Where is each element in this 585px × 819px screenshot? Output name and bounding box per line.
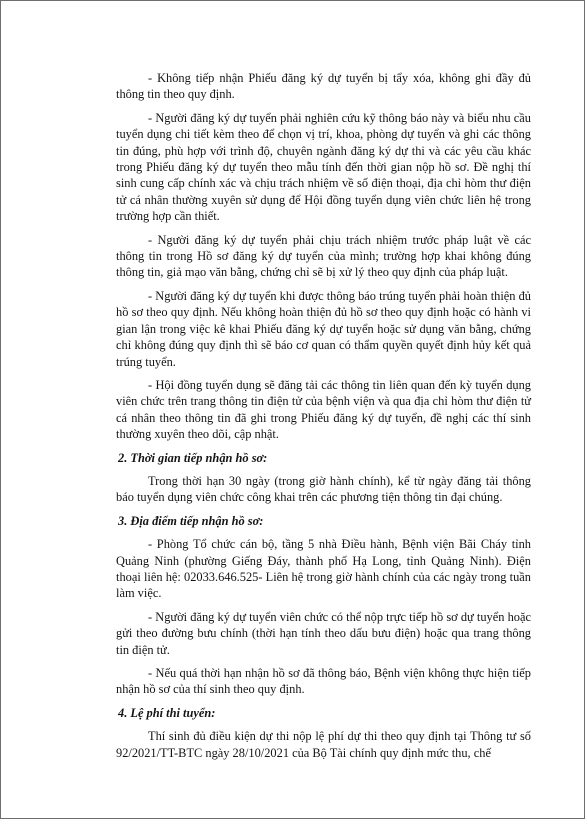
paragraph-legal-responsibility: - Người đăng ký dự tuyển phải chịu trách nhiệm trước pháp luật về các thông tin trong Hồ sơ đăng ký dự tuyển của mình; trường hợp khai không đúng thông tin, giả mạo văn bằng, chứng chỉ sẽ bị xử lý theo quy định của pháp luật. bbox=[116, 232, 531, 280]
paragraph-late-submission: - Nếu quá thời hạn nhận hồ sơ đã thông báo, Bệnh viện không thực hiện tiếp nhận hồ sơ của thí sinh theo quy định. bbox=[116, 666, 531, 697]
paragraph-candidate-research: - Người đăng ký dự tuyển phải nghiên cứu kỹ thông báo này và biểu nhu cầu tuyển dụng chi tiết kèm theo để chọn vị trí, khoa, phòng dự tuyển và ghi các thông tin đúng, phù hợp với trình độ, chuyên ngành đăng ký dự thi và các yêu cầu khác trong Phiếu đăng ký dự tuyển theo mẫu tính đến thời gian nộp hồ sơ. Đề nghị thí sinh cung cấp chính xác và chịu trách nhiệm về số điện thoại, địa chỉ hòm thư điện tử cá nhân thường xuyên sử dụng để Hội đồng tuyển dụng viên chức liên hệ trong trường hợp cần thiết. bbox=[116, 110, 531, 224]
paragraph-complete-dossier: - Người đăng ký dự tuyển khi được thông báo trúng tuyển phải hoàn thiện đủ hồ sơ theo quy định. Nếu không hoàn thiện đủ hồ sơ theo quy định hoặc có hành vi gian lận trong việc kê khai Phiếu đăng ký dự tuyển hoặc sử dụng văn bằng, chứng chỉ không đúng quy định thì sẽ báo cơ quan có thẩm quyền quyết định hủy kết quả trúng tuyển. bbox=[116, 288, 531, 369]
paragraph-submission-methods: - Người đăng ký dự tuyển viên chức có thể nộp trực tiếp hồ sơ dự tuyển hoặc gửi theo đường bưu chính (thời hạn tính theo dấu bưu điện) hoặc qua trang thông tin điện tử. bbox=[116, 609, 531, 657]
paragraph-submission-time: Trong thời hạn 30 ngày (trong giờ hành chính), kể từ ngày đăng tải thông báo tuyển dụng viên chức công khai trên các phương tiện thông tin đại chúng. bbox=[116, 473, 531, 505]
paragraph-no-acceptance: - Không tiếp nhận Phiếu đăng ký dự tuyển bị tẩy xóa, không ghi đầy đủ thông tin theo quy định. bbox=[116, 71, 531, 102]
heading-submission-time: 2. Thời gian tiếp nhận hồ sơ: bbox=[118, 450, 268, 465]
heading-exam-fee: 4. Lệ phí thi tuyển: bbox=[118, 705, 216, 720]
heading-submission-location: 3. Địa điểm tiếp nhận hồ sơ: bbox=[118, 513, 264, 528]
paragraph-announcements: - Hội đồng tuyển dụng sẽ đăng tải các thông tin liên quan đến kỳ tuyển dụng viên chức trên trang thông tin điện tử của bệnh viện và qua địa chỉ hòm thư điện tử cá nhân theo thông tin đã ghi trong Phiếu đăng ký dự tuyển, đề nghị các thí sinh thường xuyên theo dõi, cập nhật. bbox=[116, 377, 531, 442]
paragraph-office-address: - Phòng Tổ chức cán bộ, tầng 5 nhà Điều hành, Bệnh viện Bãi Cháy tỉnh Quảng Ninh (phường Giếng Đáy, thành phố Hạ Long, tỉnh Quảng Ninh). Điện thoại liên hệ: 02033.646.525- Liên hệ trong giờ hành chính của các ngày trong tuần làm việc. bbox=[116, 537, 531, 601]
document-body bbox=[116, 70, 531, 768]
paragraph-exam-fee: Thí sinh đủ điều kiện dự thi nộp lệ phí dự thi theo quy định tại Thông tư số 92/2021/TT-BTC ngày 28/10/2021 của Bộ Tài chính quy định mức thu, chế bbox=[116, 729, 531, 760]
